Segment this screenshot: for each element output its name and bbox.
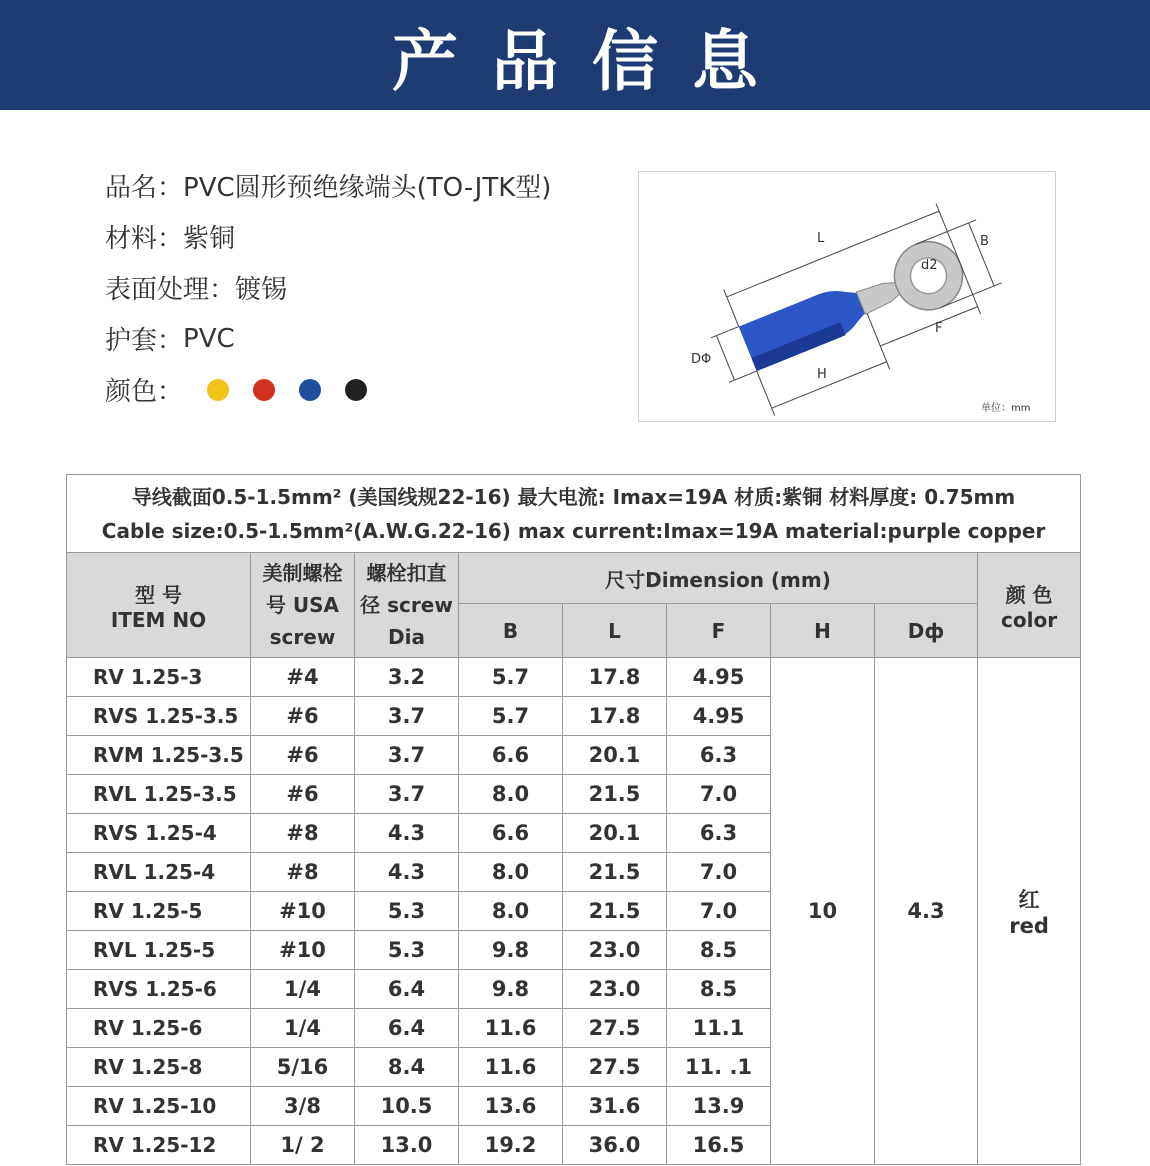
dia-cell: 13.0 <box>355 1126 459 1165</box>
l-cell: 20.1 <box>563 814 667 853</box>
l-cell: 21.5 <box>563 775 667 814</box>
page-title: 产品信息 <box>392 22 792 100</box>
color-value-cell <box>978 658 1081 1165</box>
header-dia-line: 螺栓扣直 <box>366 561 447 585</box>
l-cell: 17.8 <box>563 658 667 697</box>
f-cell: 8.5 <box>667 931 771 970</box>
header-usa-line: 美制螺栓 <box>262 561 343 585</box>
dim-label-F: F <box>935 321 943 336</box>
header-usa-screw <box>251 553 355 658</box>
header-B: B <box>459 604 563 658</box>
dia-cell: 10.5 <box>355 1087 459 1126</box>
dim-line-H <box>772 362 887 408</box>
usa-cell: #4 <box>251 658 355 697</box>
dim-line-D <box>716 336 734 381</box>
item-cell: RV 1.25-6 <box>67 1009 251 1048</box>
l-cell: 20.1 <box>563 736 667 775</box>
item-cell: RV 1.25-12 <box>67 1126 251 1165</box>
b-cell: 11.6 <box>459 1048 563 1087</box>
usa-cell: #8 <box>251 853 355 892</box>
spec-table <box>66 474 1081 1165</box>
usa-cell: 3/8 <box>251 1087 355 1126</box>
header-item <box>67 553 251 658</box>
caption-en: Cable size:0.5-1.5mm²(A.W.G.22-16) max current:Imax=19A material:purple copper <box>101 518 1046 543</box>
b-cell: 13.6 <box>459 1087 563 1126</box>
color-swatch-blue <box>299 379 321 401</box>
dim-label-B: B <box>980 234 989 249</box>
caption-cn: 导线截面0.5-1.5mm² (美国线规22-16) 最大电流: Imax=19A 材质:紫铜 材料厚度: 0.75mm <box>131 484 1016 509</box>
usa-cell: 1/4 <box>251 1009 355 1048</box>
header-screw-dia <box>355 553 459 658</box>
unit-label: 单位：mm <box>981 403 1031 414</box>
dia-cell: 5.3 <box>355 892 459 931</box>
ext-line <box>711 327 739 338</box>
usa-cell: #6 <box>251 736 355 775</box>
f-cell: 6.3 <box>667 736 771 775</box>
color-value-cn: 红 <box>1018 888 1040 912</box>
dia-cell: 5.3 <box>355 931 459 970</box>
f-cell: 7.0 <box>667 775 771 814</box>
info-value: 镀锡 <box>235 275 288 305</box>
b-cell: 19.2 <box>459 1126 563 1165</box>
item-cell: RVM 1.25-3.5 <box>67 736 251 775</box>
header-H: H <box>771 604 875 658</box>
dim-line-F <box>880 307 977 346</box>
dia-cell: 6.4 <box>355 970 459 1009</box>
table-caption <box>67 475 1081 553</box>
dim-label-D: DΦ <box>691 352 712 367</box>
f-cell: 4.95 <box>667 697 771 736</box>
info-row-sleeve <box>105 313 551 364</box>
usa-cell: #6 <box>251 775 355 814</box>
header-dimension: 尺寸Dimension (mm) <box>459 553 978 604</box>
b-cell: 5.7 <box>459 658 563 697</box>
dia-cell: 3.7 <box>355 775 459 814</box>
header-usa-line: screw <box>269 625 336 649</box>
item-cell: RV 1.25-5 <box>67 892 251 931</box>
usa-cell: #10 <box>251 931 355 970</box>
header-color-en: color <box>1001 607 1058 632</box>
b-cell: 8.0 <box>459 892 563 931</box>
l-cell: 23.0 <box>563 970 667 1009</box>
item-cell: RVL 1.25-3.5 <box>67 775 251 814</box>
usa-cell: 1/ 2 <box>251 1126 355 1165</box>
info-label: 颜色： <box>105 377 184 407</box>
table-row <box>67 658 1081 697</box>
color-swatch-black <box>345 379 367 401</box>
header-banner <box>0 0 1150 110</box>
item-cell: RVS 1.25-6 <box>67 970 251 1009</box>
item-cell: RVS 1.25-4 <box>67 814 251 853</box>
terminal-drawing <box>696 192 1016 421</box>
header-D: Dф <box>875 604 978 658</box>
header-item-en: ITEM NO <box>110 607 207 632</box>
usa-cell: 5/16 <box>251 1048 355 1087</box>
ext-line <box>916 220 976 244</box>
l-cell: 23.0 <box>563 931 667 970</box>
f-cell: 4.95 <box>667 658 771 697</box>
dia-cell: 4.3 <box>355 853 459 892</box>
info-row-surface <box>105 262 551 313</box>
dia-cell: 3.7 <box>355 736 459 775</box>
item-cell: RV 1.25-3 <box>67 658 251 697</box>
ext-line <box>960 263 981 314</box>
h-value-cell: 10 <box>771 658 875 1165</box>
d-value-cell: 4.3 <box>875 658 978 1165</box>
dim-line-B <box>969 223 994 286</box>
dim-label-H: H <box>817 367 827 382</box>
f-cell: 8.5 <box>667 970 771 1009</box>
dim-label-L: L <box>817 231 825 246</box>
l-cell: 36.0 <box>563 1126 667 1165</box>
item-cell: RV 1.25-10 <box>67 1087 251 1126</box>
f-cell: 16.5 <box>667 1126 771 1165</box>
l-cell: 27.5 <box>563 1009 667 1048</box>
header-usa-line: 号 USA <box>265 593 340 617</box>
usa-cell: #8 <box>251 814 355 853</box>
b-cell: 11.6 <box>459 1009 563 1048</box>
f-cell: 6.3 <box>667 814 771 853</box>
ext-line <box>757 371 775 416</box>
b-cell: 9.8 <box>459 970 563 1009</box>
product-info <box>105 160 551 415</box>
header-L: L <box>563 604 667 658</box>
b-cell: 9.8 <box>459 931 563 970</box>
header-color <box>978 553 1081 658</box>
l-cell: 21.5 <box>563 853 667 892</box>
f-cell: 7.0 <box>667 892 771 931</box>
usa-cell: 1/4 <box>251 970 355 1009</box>
f-cell: 13.9 <box>667 1087 771 1126</box>
l-cell: 31.6 <box>563 1087 667 1126</box>
color-swatch-red <box>253 379 275 401</box>
dia-cell: 6.4 <box>355 1009 459 1048</box>
dia-cell: 8.4 <box>355 1048 459 1087</box>
dim-label-d2: d2 <box>921 258 938 273</box>
info-value: 紫铜 <box>183 224 236 254</box>
b-cell: 6.6 <box>459 736 563 775</box>
l-cell: 21.5 <box>563 892 667 931</box>
info-label: 材料： <box>105 224 184 254</box>
f-cell: 7.0 <box>667 853 771 892</box>
color-swatch-yellow <box>207 379 229 401</box>
info-row-material <box>105 211 551 262</box>
info-label: 护套： <box>105 326 184 356</box>
b-cell: 6.6 <box>459 814 563 853</box>
b-cell: 5.7 <box>459 697 563 736</box>
header-F: F <box>667 604 771 658</box>
l-cell: 27.5 <box>563 1048 667 1087</box>
color-value-en: red <box>1009 914 1049 938</box>
info-value: PVC圆形预绝缘端头(TO-JTK型) <box>183 173 552 203</box>
table-body <box>67 658 1081 1165</box>
usa-cell: #10 <box>251 892 355 931</box>
header-dia-line: Dia <box>388 625 425 649</box>
l-cell: 17.8 <box>563 697 667 736</box>
header-color-cn: 颜 色 <box>1005 582 1053 607</box>
b-cell: 8.0 <box>459 853 563 892</box>
info-label: 品名： <box>105 173 184 203</box>
usa-cell: #6 <box>251 697 355 736</box>
item-cell: RV 1.25-8 <box>67 1048 251 1087</box>
item-cell: RVS 1.25-3.5 <box>67 697 251 736</box>
info-row-colors <box>105 364 551 415</box>
f-cell: 11. .1 <box>667 1048 771 1087</box>
f-cell: 11.1 <box>667 1009 771 1048</box>
header-item-cn: 型 号 <box>135 582 182 607</box>
info-label: 表面处理： <box>105 275 236 305</box>
terminal-diagram <box>638 171 1056 422</box>
dia-cell: 3.7 <box>355 697 459 736</box>
item-cell: RVL 1.25-4 <box>67 853 251 892</box>
info-value: PVC <box>183 323 235 354</box>
header-dia-line: 径 screw <box>360 593 453 617</box>
info-row-name <box>105 160 551 211</box>
dia-cell: 3.2 <box>355 658 459 697</box>
terminal-diagram-svg <box>639 172 1055 421</box>
b-cell: 8.0 <box>459 775 563 814</box>
ext-line <box>867 314 889 370</box>
dia-cell: 4.3 <box>355 814 459 853</box>
item-cell: RVL 1.25-5 <box>67 931 251 970</box>
